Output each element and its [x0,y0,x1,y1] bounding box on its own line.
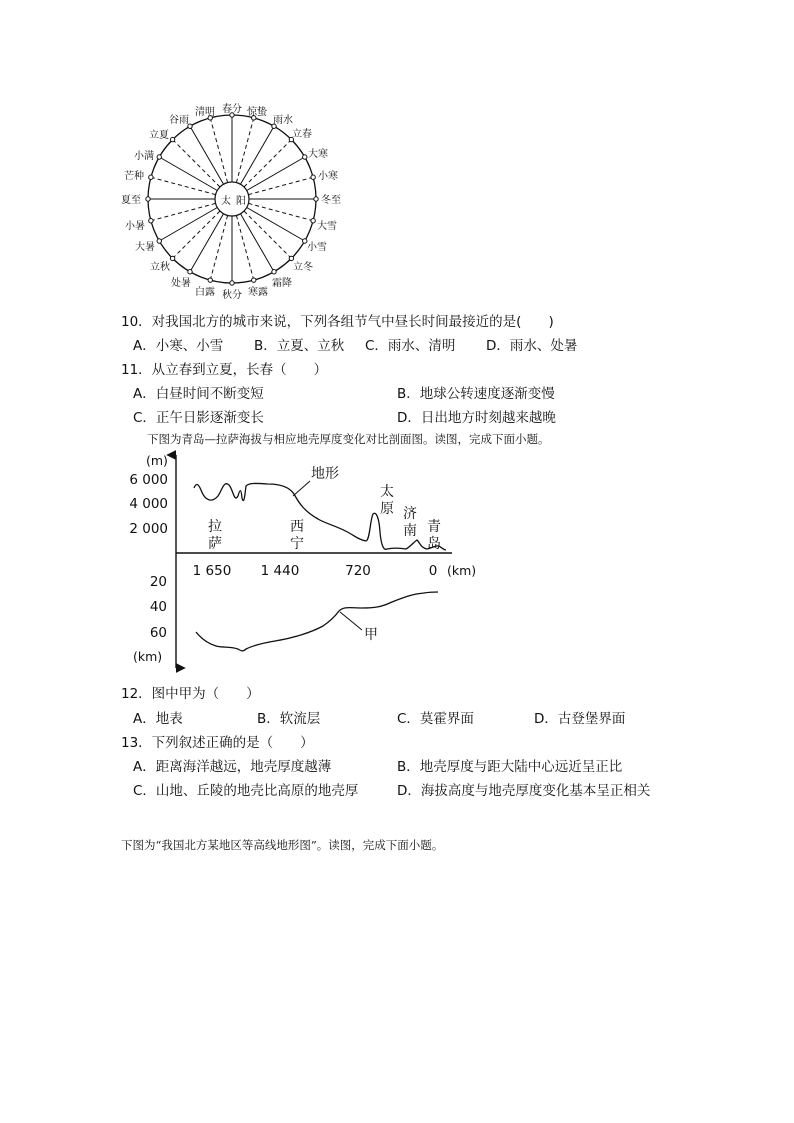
q10-option-a: A．小寒、小雪 [133,338,224,354]
solar-term-label: 大雪 [317,221,337,232]
q12-option-a: A．地表 [133,711,183,727]
solar-term-label: 小雪 [307,242,327,253]
crust-bottom-line [196,592,438,651]
depth-tick-20: 20 [149,574,167,590]
sun-label-left: 太 [221,196,231,207]
terrain-label-leader [293,481,310,496]
solar-term-label: 冬至 [321,195,341,206]
wheel-spoke [159,157,217,191]
q11-option-b: B．地球公转速度逐渐变慢 [397,386,555,402]
wheel-spoke [173,211,220,258]
x-tick-1440: 1 440 [260,563,300,579]
solar-term-label: 立春 [292,129,312,140]
solar-term-label: 惊蛰 [247,107,267,118]
q12-option-d: D．古登堡界面 [534,711,626,727]
solar-term-label: 小满 [134,151,154,162]
wheel-spoke [248,203,313,220]
wheel-spoke [241,126,275,184]
solar-term-label: 大寒 [308,149,328,160]
wheel-spoke [151,203,216,220]
q13-option-a: A．距离海洋越远，地壳厚度越薄 [133,759,332,775]
question-10-stem: 10．对我国北方的城市来说，下列各组节气中昼长时间最接近的是( ) [121,314,554,330]
wheel-spoke [210,215,227,280]
place-lhasa-1: 拉 [208,519,222,535]
term-point [170,256,174,260]
wheel-spoke [159,208,217,242]
term-point [311,219,315,223]
terrain-label: 地形 [311,466,339,482]
place-jinan-2: 南 [403,523,417,539]
q12-option-c: C．莫霍界面 [397,711,474,727]
term-point [311,175,315,179]
q10-option-c: C．雨水、清明 [365,338,456,354]
term-point [272,270,276,274]
y-unit-bottom: (km) [133,649,163,664]
q11-option-a: A．白昼时间不断变短 [133,386,264,402]
wheel-spoke [190,214,224,272]
y-unit-top: (m) [146,453,168,468]
question-11-stem: 11．从立春到立夏，长春（ ） [121,362,328,378]
wheel-spoke [236,118,253,183]
term-point [146,197,150,201]
y-tick-6000: 6 000 [129,472,168,488]
wheel-spoke [241,214,275,272]
q10-option-b: B．立夏、立秋 [254,338,345,354]
wheel-spoke [244,211,291,258]
wheel-spoke [236,215,253,280]
place-qingdao-1: 青 [427,519,441,535]
term-point [157,155,161,159]
term-point [208,278,212,282]
term-point [252,278,256,282]
place-qingdao-2: 岛 [427,536,441,552]
profile-chart [0,445,794,675]
depth-tick-60: 60 [149,625,167,641]
solar-term-label: 处暑 [171,278,191,289]
solar-term-label: 立秋 [150,262,170,273]
place-taiyuan-2: 原 [380,501,394,517]
solar-term-label: 立冬 [293,262,313,273]
wheel-spoke [151,177,216,194]
profile-intro-text: 下图为青岛—拉萨海拔与相应地壳厚度变化对比剖面图。读图，完成下面小题。 [147,432,550,446]
wheel-spoke [173,140,220,187]
term-point [289,256,293,260]
place-lhasa-2: 萨 [208,536,222,552]
solar-term-label: 大暑 [135,242,155,253]
x-unit: (km) [447,563,477,578]
solar-term-label: 立夏 [149,130,169,141]
place-xining-2: 宁 [290,536,304,552]
depth-tick-40: 40 [149,599,167,615]
solar-term-label: 雨水 [273,115,293,126]
term-point [314,197,318,201]
solar-term-label: 夏至 [121,195,141,206]
place-jinan-1: 济 [403,506,417,522]
term-point [157,239,161,243]
term-point [303,155,307,159]
wheel-spoke [244,140,291,187]
q13-option-c: C．山地、丘陵的地壳比高原的地壳厚 [133,783,359,799]
place-xining-1: 西 [290,519,304,535]
solar-term-label: 白露 [195,287,215,298]
crust-label: 甲 [364,627,378,643]
solar-term-label: 春分 [222,104,242,115]
solar-term-label: 芒种 [124,171,144,182]
crust-label-leader [340,612,362,630]
solar-term-label: 小寒 [318,171,338,182]
solar-term-label: 小暑 [125,221,145,232]
solar-term-label: 谷雨 [169,115,189,126]
solar-term-label: 霜降 [272,278,292,289]
x-tick-1650: 1 650 [192,563,232,579]
sun-label-right: 阳 [236,196,246,207]
y-tick-2000: 2 000 [129,521,168,537]
q10-option-d: D．雨水、处暑 [486,338,578,354]
solar-terms-diagram [0,0,794,310]
q11-option-c: C．正午日影逐渐变长 [133,410,264,426]
term-point [188,270,192,274]
x-tick-720: 720 [345,563,371,579]
question-13-stem: 13．下列叙述正确的是（ ） [121,735,314,751]
term-point [170,137,174,141]
q12-option-b: B．软流层 [257,711,321,727]
contour-intro-text: 下图为“我国北方某地区等高线地形图”。读图，完成下面小题。 [121,838,444,852]
solar-term-label: 清明 [195,107,215,118]
y-tick-4000: 4 000 [129,496,168,512]
solar-term-label: 秋分 [222,290,242,301]
wheel-spoke [248,177,313,194]
question-12-stem: 12．图中甲为（ ） [121,686,260,702]
q13-option-d: D．海拔高度与地壳厚度变化基本呈正相关 [397,783,651,799]
wheel-spoke [190,126,224,184]
place-taiyuan-1: 太 [380,484,394,500]
q11-option-d: D．日出地方时刻越来越晚 [397,410,556,426]
x-tick-0: 0 [428,563,438,579]
q13-option-b: B．地壳厚度与距大陆中心远近呈正比 [397,759,623,775]
wheel-spoke [247,208,305,242]
wheel-spoke [247,157,305,191]
term-point [149,219,153,223]
term-point [149,175,153,179]
solar-term-label: 寒露 [248,287,268,298]
term-point [230,281,234,285]
wheel-spoke [210,118,227,183]
